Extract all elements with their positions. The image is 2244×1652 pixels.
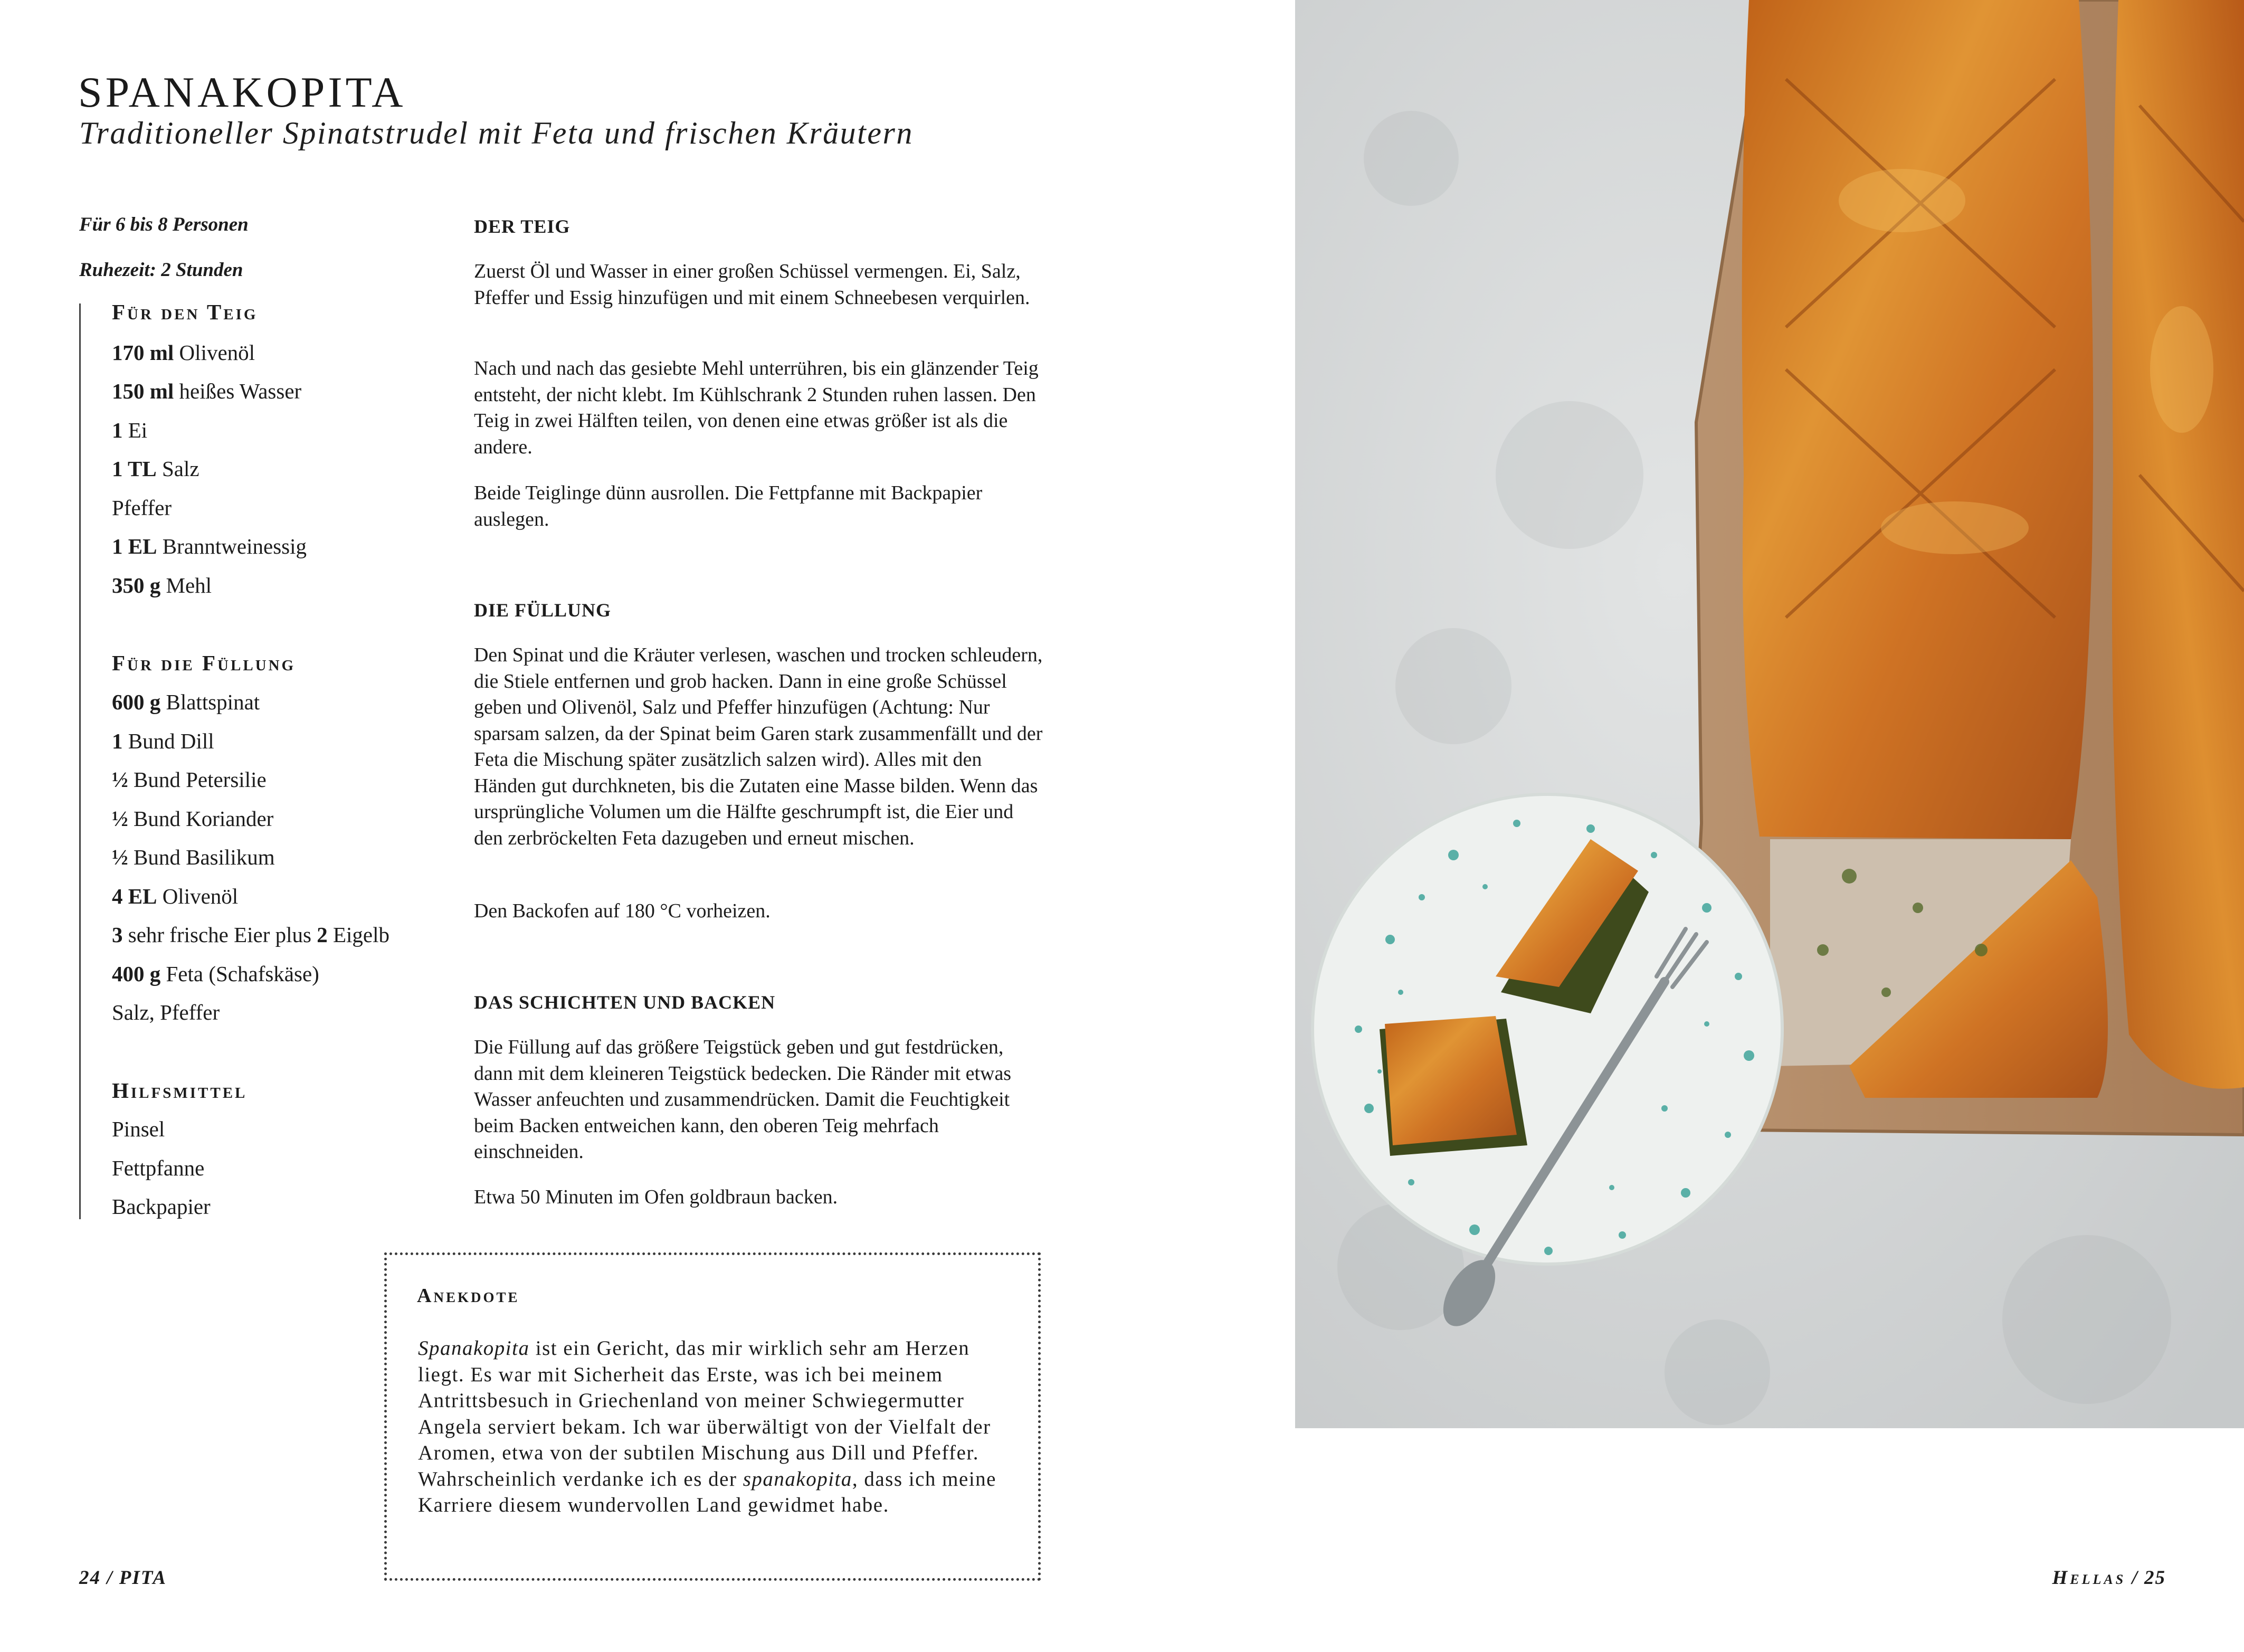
dough-ingredients-heading: Für den Teig	[112, 300, 258, 324]
method-paragraph: Den Spinat und die Kräuter verlesen, waschen und trocken schleudern, die Stiele entfernen und grob hacken. Dann in eine große Schüssel geben und Olivenöl, Salz und Pfeffer hinzufügen (Achtung: Nur sparsam salzen, da der Spinat beim Garen stark zusammenfällt und der Feta die Mischung später zusätzlich salzen wird). Alles mit den Händen gut durchkneten, bis die Zutaten eine Masse bilden. Wenn das ursprüngliche Volumen um die Hälfte geschrumpft ist, die Eier und den zerbröckelten Feta dazugeben und erneut mischen.	[474, 644, 1043, 849]
method-paragraph: Etwa 50 Minuten im Ofen goldbraun backen.	[474, 1186, 838, 1208]
ingredient-item: 150 ml heißes Wasser	[112, 379, 302, 403]
ingredient-item: 1 TL Salz	[112, 457, 199, 481]
tool-item: Backpapier	[112, 1194, 211, 1219]
ingredient-item: 1 EL Branntweinessig	[112, 534, 307, 558]
ingredient-item: 4 EL Olivenöl	[112, 884, 239, 908]
servings-info: Für 6 bis 8 Personen	[79, 214, 249, 235]
spanakopita-photo	[1295, 0, 2244, 1428]
footer-left: 24 / PITA	[79, 1567, 167, 1589]
ingredient-item: ½ Bund Petersilie	[112, 767, 267, 792]
resting-time: Ruhezeit: 2 Stunden	[79, 259, 243, 281]
method-dough-heading: DER TEIG	[474, 216, 570, 237]
ingredient-item: Pfeffer	[112, 496, 172, 520]
method-paragraph: Den Backofen auf 180 °C vorheizen.	[474, 900, 771, 922]
tools-heading: Hilfsmittel	[112, 1078, 248, 1103]
ingredient-item: ½ Bund Basilikum	[112, 845, 275, 869]
method-paragraph: Die Füllung auf das größere Teigstück geben und gut festdrücken, dann mit dem kleineren Teigstück bedecken. Die Ränder mit etwas Wasser anfeuchten und zusammendrücken. Damit die Feuchtigkeit beim Backen entweichen kann, den oberen Teig mehrfach einschneiden.	[474, 1036, 1012, 1163]
ingredient-item: 600 g Blattspinat	[112, 690, 260, 714]
filling-ingredients-heading: Für die Füllung	[112, 651, 296, 675]
recipe-subtitle: Traditioneller Spinatstrudel mit Feta und frischen Kräutern	[79, 116, 914, 150]
ingredient-item: Salz, Pfeffer	[112, 1000, 220, 1024]
ingredient-item: 350 g Mehl	[112, 573, 212, 597]
ingredient-item: 400 g Feta (Schafskäse)	[112, 962, 319, 986]
method-paragraph: Nach und nach das gesiebte Mehl unterrühren, bis ein glänzender Teig entsteht, der nicht klebt. Im Kühlschrank 2 Stunden ruhen lassen. Den Teig in zwei Hälften teilen, von denen eine etwas größer ist als die andere.	[474, 357, 1039, 458]
tool-item: Pinsel	[112, 1117, 165, 1141]
method-filling-heading: DIE FÜLLUNG	[474, 600, 612, 621]
ingredient-item: 170 ml Olivenöl	[112, 340, 255, 365]
ingredient-item: 3 sehr frische Eier plus 2 Eigelb	[112, 923, 390, 947]
anecdote-text: Spanakopita ist ein Gericht, das mir wirklich sehr am Herzen liegt. Es war mit Sicherheit das Erste, was ich bei meinem Antrittsbesuch in Griechenland von meiner Schwiegermutter Angela serviert bekam. Ich war überwältigt von der Vielfalt der Aromen, etwa von der subtilen Mischung aus Dill und Pfeffer. Wahrscheinlich verdanke ich es der spanakopita, dass ich meine Karriere diesem wundervollen Land gewidmet habe.	[418, 1337, 996, 1516]
ingredients-rule	[79, 303, 81, 1219]
ingredient-item: 1 Ei	[112, 418, 148, 442]
ingredient-item: ½ Bund Koriander	[112, 806, 274, 831]
footer-right: Hellas / 25	[2052, 1567, 2166, 1589]
tool-item: Fettpfanne	[112, 1156, 205, 1180]
recipe-title: SPANAKOPITA	[78, 68, 406, 116]
ingredient-item: 1 Bund Dill	[112, 729, 214, 753]
method-paragraph: Zuerst Öl und Wasser in einer großen Schüssel vermengen. Ei, Salz, Pfeffer und Essig hinzufügen und mit einem Schneebesen verquirlen.	[474, 260, 1030, 309]
method-paragraph: Beide Teiglinge dünn ausrollen. Die Fettpfanne mit Backpapier auslegen.	[474, 482, 983, 530]
method-layering-heading: DAS SCHICHTEN UND BACKEN	[474, 992, 776, 1013]
anecdote-heading: Anekdote	[417, 1285, 520, 1307]
